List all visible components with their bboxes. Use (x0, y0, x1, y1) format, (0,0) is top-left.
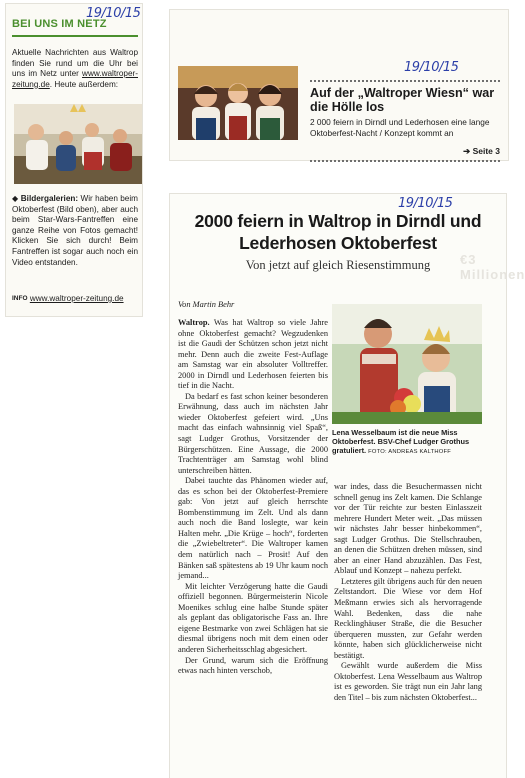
info-tag: INFO (12, 295, 28, 302)
period: . (49, 79, 53, 89)
article-title: 2000 feiern in Waltrop in Dirndl und Lederhosen Oktoberfest (194, 211, 482, 253)
gallery-heading: Bildergalerien: (20, 194, 79, 203)
paragraph (178, 318, 328, 392)
oktoberfest-teaser-photo (178, 66, 298, 140)
clipping-online-notice (6, 4, 142, 316)
info-line (12, 294, 138, 304)
clipping-article (170, 194, 525, 778)
teaser-headline: Auf der „Waltroper Wiesn“ war die Hölle los (310, 86, 495, 114)
section-kicker: BEI UNS IM NETZ (12, 18, 107, 30)
photo-caption (332, 428, 482, 457)
caption-text: Lena Wesselbaum ist die neue Miss Oktoberfest. BSV-Chef Ludger Grothus gratuliert. (332, 428, 470, 455)
paragraph: Letzteres gilt übrigens auch für den neuen Zeltstandort. Die Wiese vor dem Hof Meßmann erwies sich als hervorragende Wahl. Bedenken, dass die nahe Recklinghäuser Straße, die die Besucher überqueren mussten, zur Gefahr werden könnte, haben sich glücklicherweise nicht bestätigt. (334, 576, 482, 660)
diamond-bullet-icon: ◆ (12, 194, 19, 203)
article-column-left (178, 318, 328, 677)
website-link[interactable]: www.waltroper-zeitung.de (12, 69, 138, 89)
byline: Von Martin Behr (178, 300, 235, 309)
article-subtitle: Von jetzt auf gleich Riesenstimmung (245, 258, 431, 272)
paragraph: war indes, dass die Besuchermassen nicht schnell genug ins Zelt kamen. Die Schlange vor der Tür reichte zur besten Einlasszeit mehrere Hundert Meter weit. „Das müssen wir nächstes Jahr besser hinbekommen“, sagt Ludger Grothus. Die Stellschrauben, an denen die Schützen drehen müssen, sind aber an einer Hand abzuzählen. Das Fest, Ablauf und Konzept – nahezu perfekt. (334, 482, 482, 576)
clipping-teaser (170, 10, 508, 160)
handwritten-date: 19/10/15 (86, 6, 141, 21)
dateline-place: Waltrop. (178, 318, 210, 327)
teaser-subline: 2 000 feiern in Dirndl und Lederhosen eine lange Oktoberfest-Nacht / Konzept kommt an (310, 117, 490, 138)
intro-after: Heute außerdem: (54, 79, 119, 89)
bleed-through-text: €3 Millionen (460, 252, 525, 282)
intro-text (12, 48, 138, 90)
page-reference: ➔ Seite 3 (463, 146, 500, 156)
photo-credit: FOTO: ANDREAS KALTHOFF (368, 449, 451, 455)
paragraph: Da bedarf es fast schon keiner besonderen Erwähnung, dass auch im nächsten Jahr wieder Oktoberfest gefeiert wird. „Uns macht das einfach wahnsinnig viel Spaß“, sagt Ludger Grothus, Vorsitzender der Bürgerschützen. Eine Aussage, die 2000 Trachtenträger am Samstag wohl blind unterschreiben hätten. (178, 391, 328, 475)
paragraph: Gewählt wurde außerdem die Miss Oktoberfest. Lena Wesselbaum aus Waltrop ist es geworden. Sie trägt nun ein Jahr lang den Titel – bis zum nächsten Oktoberfest... (334, 661, 482, 702)
kicker-rule (12, 35, 138, 37)
dotted-rule-top (310, 80, 500, 82)
handwritten-date: 19/10/15 (404, 60, 459, 75)
info-link[interactable]: www.waltroper-zeitung.de (29, 294, 124, 303)
handwritten-date: 19/10/15 (398, 196, 453, 211)
paragraph: Der Grund, warum sich die Eröffnung etwas nach hinten verschob, (178, 655, 328, 676)
article-column-right (334, 482, 482, 703)
paragraph: Mit leichter Verzögerung hatte die Gaudi offiziell begonnen. Bürgermeisterin Nicole Moenikes schlug eine halbe Stunde später als geplant das obligatorische Fass an. Ihre eigene Bestmarke von zwei Schlägen hat sie diesmal übrigens noch mit dem einen oder anderen Sicherheitsschlag abgesichert. (178, 581, 328, 654)
dotted-rule-bottom (310, 160, 500, 162)
paragraph: Dabei tauchte das Phänomen wieder auf, das es schon bei der Oktoberfest-Premiere gab: Von jetzt auf gleich herrschte Bombenstimmung im Zelt. Und als dann auch noch die Band loslegte, war kein Halten mehr. „Die Krüge – hoch“, forderten die „Zwiebeltreter“. Die Waltroper kamen dem natürlich nach – Prosit! Auf den Bänken saß spätestens ab 19 Uhr kaum noch jemand... (178, 476, 328, 581)
gallery-notice (12, 194, 138, 268)
miss-oktoberfest-photo (332, 304, 482, 424)
paragraph-text: Was hat Waltrop so viele Jahre ohne Oktoberfest gemacht? Wegzudenken ist die Gaudi der Schützen schon jetzt nicht mehr. Denn auch die zweite Fest-Auflage am Samstag war ein absoluter Volltreffer. 2000 in Dirndl und Lederhosen feierten bis tief in die Nacht. (178, 318, 328, 391)
oktoberfest-photo-small (14, 104, 142, 184)
gallery-text: Wir haben beim Oktoberfest (Bild oben), aber auch beim Star-Wars-Fantreffen eine ganze Reihe von Fotos gemacht! Klicken Sie sich durch! Beim Fantreffen ist sogar auch noch ein Video entstanden. (12, 194, 139, 267)
intro-sentence: Aktuelle Nachrichten aus Waltrop finden Sie rund um die Uhr bei uns im Netz unter (12, 48, 138, 78)
